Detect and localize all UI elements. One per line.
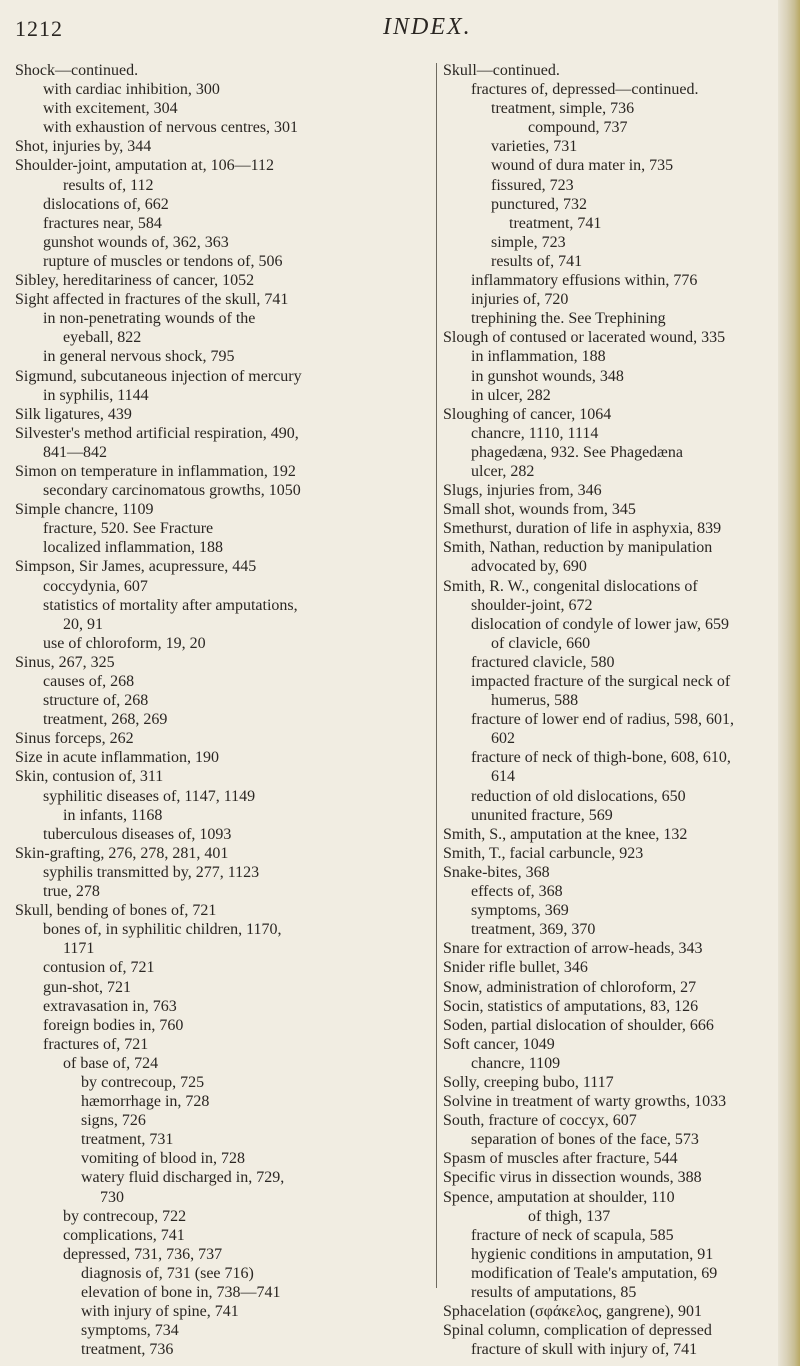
index-entry: Sibley, hereditariness of cancer, 1052: [15, 272, 255, 290]
index-entry: Solvine in treatment of warty growths, 1033: [443, 1093, 727, 1111]
index-entry: Sinus, 267, 325: [15, 653, 115, 671]
index-entry: inflammatory effusions within, 776: [471, 272, 698, 290]
index-entry: with excitement, 304: [43, 100, 178, 118]
index-entry: Solly, creeping bubo, 1117: [443, 1073, 614, 1091]
index-entry: chancre, 1109: [471, 1054, 561, 1072]
index-entry: watery fluid discharged in, 729,: [81, 1169, 285, 1187]
index-entry: fracture of lower end of radius, 598, 601,: [471, 711, 735, 729]
column-divider: [436, 63, 437, 1288]
index-entry: 841—842: [43, 443, 107, 461]
index-entry: depressed, 731, 736, 737: [63, 1245, 223, 1263]
index-entry: Shot, injuries by, 344: [15, 138, 152, 156]
index-entry: dislocations of, 662: [43, 195, 169, 213]
index-entry: tuberculous diseases of, 1093: [43, 825, 232, 843]
index-entry: true, 278: [43, 883, 100, 901]
index-entry: with cardiac inhibition, 300: [43, 81, 220, 99]
index-entry: reduction of old dislocations, 650: [471, 787, 686, 805]
index-entry: treatment, 731: [81, 1131, 174, 1149]
index-entry: complications, 741: [63, 1226, 185, 1244]
index-entry: structure of, 268: [43, 692, 149, 710]
index-entry: Slough of contused or lacerated wound, 335: [443, 329, 726, 347]
index-entry: results of, 741: [491, 252, 583, 270]
running-title: INDEX.: [383, 14, 472, 40]
index-entry: Snake-bites, 368: [443, 863, 550, 881]
index-entry: Silk ligatures, 439: [15, 405, 132, 423]
index-entry: use of chloroform, 19, 20: [43, 634, 206, 652]
index-entry: gun-shot, 721: [43, 978, 131, 996]
index-entry: fracture of skull with injury of, 741: [471, 1341, 698, 1359]
index-entry: ulcer, 282: [471, 462, 535, 480]
page-edge: [778, 0, 800, 1366]
index-entry: humerus, 588: [491, 692, 579, 710]
index-entry: causes of, 268: [43, 673, 135, 690]
index-entry: wound of dura mater in, 735: [491, 157, 674, 175]
index-entry: Specific virus in dissection wounds, 388: [443, 1169, 702, 1187]
index-entry: by contrecoup, 725: [81, 1073, 205, 1091]
index-entry: in infants, 1168: [63, 806, 163, 824]
index-entry: Skin, contusion of, 311: [15, 768, 164, 786]
index-entry: compound, 737: [528, 119, 628, 137]
index-entry: elevation of bone in, 738—741: [81, 1284, 281, 1301]
index-entry: vomiting of blood in, 728: [81, 1150, 245, 1168]
index-entry: Small shot, wounds from, 345: [443, 501, 636, 519]
index-entry: Smethurst, duration of life in asphyxia, 839: [443, 520, 722, 538]
index-entry: Silvester's method artificial respiration, 490,: [15, 424, 299, 442]
index-entry: treatment, 268, 269: [43, 711, 168, 729]
index-entry: Skull, bending of bones of, 721: [15, 902, 217, 920]
index-entry: with injury of spine, 741: [81, 1303, 239, 1321]
index-entry: contusion of, 721: [43, 959, 155, 977]
index-entry: Spasm of muscles after fracture, 544: [443, 1150, 678, 1168]
index-entry: Smith, Nathan, reduction by manipulation: [443, 539, 713, 557]
index-entry: eyeball, 822: [63, 329, 142, 347]
index-entry: 20, 91: [63, 615, 103, 633]
index-entry: Simple chancre, 1109: [15, 501, 154, 519]
index-entry: hygienic conditions in amputation, 91: [471, 1245, 714, 1263]
index-entry: Slugs, injuries from, 346: [443, 482, 602, 500]
index-entry: in syphilis, 1144: [43, 386, 149, 404]
index-entry: dislocation of condyle of lower jaw, 659: [471, 615, 730, 633]
index-entry: fracture, 520. See Fracture: [43, 520, 214, 538]
index-entry: Simon on temperature in inflammation, 192: [15, 462, 296, 480]
index-entry: in non-penetrating wounds of the: [43, 310, 256, 328]
index-entry: of clavicle, 660: [491, 634, 591, 652]
index-column-right: [443, 61, 778, 1359]
index-entry: fissured, 723: [491, 176, 574, 194]
index-entry: signs, 726: [81, 1112, 146, 1130]
index-entry: Snow, administration of chloroform, 27: [443, 978, 697, 996]
index-entry: of thigh, 137: [528, 1207, 611, 1225]
index-entry: syphilis transmitted by, 277, 1123: [43, 863, 260, 881]
index-entry: in inflammation, 188: [471, 348, 606, 366]
index-entry: of base of, 724: [63, 1054, 159, 1072]
index-entry: Smith, S., amputation at the knee, 132: [443, 825, 688, 843]
index-entry: Smith, T., facial carbuncle, 923: [443, 844, 644, 862]
index-entry: diagnosis of, 731 (see 716): [81, 1264, 254, 1282]
index-entry: foreign bodies in, 760: [43, 1016, 184, 1034]
index-entry: Sloughing of cancer, 1064: [443, 405, 612, 423]
index-entry: Snare for extraction of arrow-heads, 343: [443, 940, 703, 958]
index-entry: South, fracture of coccyx, 607: [443, 1112, 637, 1130]
index-entry: fractures of, 721: [43, 1035, 149, 1053]
index-entry: Soden, partial dislocation of shoulder, 666: [443, 1016, 714, 1034]
index-entry: by contrecoup, 722: [63, 1207, 187, 1225]
index-entry: hæmorrhage in, 728: [81, 1093, 210, 1111]
index-entry: fractures near, 584: [43, 214, 162, 232]
index-entry: Sphacelation (σφάκελος, gangrene), 901: [443, 1303, 703, 1321]
index-entry: 602: [491, 730, 515, 748]
index-entry: advocated by, 690: [471, 558, 587, 576]
index-entry: extravasation in, 763: [43, 997, 177, 1015]
index-entry: rupture of muscles or tendons of, 506: [43, 252, 283, 270]
index-entry: Socin, statistics of amputations, 83, 126: [443, 997, 699, 1015]
index-entry: Simpson, Sir James, acupressure, 445: [15, 558, 257, 576]
index-entry: results of amputations, 85: [471, 1284, 637, 1301]
index-entry: in ulcer, 282: [471, 386, 551, 404]
index-entry: phagedæna, 932. See Phagedæna: [471, 443, 683, 461]
index-entry: Skull—continued.: [443, 62, 560, 79]
index-entry: Shoulder-joint, amputation at, 106—112: [15, 157, 275, 175]
index-entry: Skin-grafting, 276, 278, 281, 401: [15, 844, 229, 862]
index-entry: chancre, 1110, 1114: [471, 424, 599, 442]
index-entry: in gunshot wounds, 348: [471, 367, 624, 385]
index-entry: fracture of neck of scapula, 585: [471, 1226, 674, 1244]
index-entry: Smith, R. W., congenital dislocations of: [443, 577, 698, 595]
index-entry: treatment, 369, 370: [471, 921, 596, 939]
index-entry: fractures of, depressed—continued.: [471, 81, 699, 99]
index-entry: effects of, 368: [471, 883, 563, 901]
index-entry: Spinal column, complication of depressed: [443, 1322, 712, 1340]
index-entry: localized inflammation, 188: [43, 539, 223, 557]
index-entry: simple, 723: [491, 233, 566, 251]
index-entry: treatment, simple, 736: [491, 100, 635, 118]
index-entry: impacted fracture of the surgical neck of: [471, 673, 731, 690]
index-entry: Soft cancer, 1049: [443, 1035, 555, 1053]
index-entry: Shock—continued.: [15, 62, 139, 79]
index-entry: injuries of, 720: [471, 291, 569, 309]
index-entry: gunshot wounds of, 362, 363: [43, 233, 229, 251]
index-entry: treatment, 736: [81, 1341, 174, 1359]
index-entry: modification of Teale's amputation, 69: [471, 1264, 718, 1282]
index-entry: Sight affected in fractures of the skull, 741: [15, 291, 289, 309]
index-entry: in general nervous shock, 795: [43, 348, 235, 366]
index-entry: Sinus forceps, 262: [15, 730, 134, 748]
index-entry: Size in acute inflammation, 190: [15, 749, 219, 767]
index-entry: Sigmund, subcutaneous injection of mercury: [15, 367, 302, 385]
index-entry: fractured clavicle, 580: [471, 653, 615, 671]
index-entry: statistics of mortality after amputations,: [43, 596, 298, 614]
index-entry: ununited fracture, 569: [471, 806, 613, 824]
index-entry: 1171: [63, 940, 95, 958]
index-entry: bones of, in syphilitic children, 1170,: [43, 921, 282, 939]
index-entry: 614: [491, 768, 515, 786]
index-entry: symptoms, 369: [471, 902, 569, 920]
index-entry: coccydynia, 607: [43, 577, 148, 595]
index-entry: punctured, 732: [491, 195, 587, 213]
index-entry: 730: [100, 1188, 124, 1206]
index-entry: syphilitic diseases of, 1147, 1149: [43, 787, 256, 805]
index-entry: separation of bones of the face, 573: [471, 1131, 699, 1149]
index-entry: Snider rifle bullet, 346: [443, 959, 588, 977]
index-entry: trephining the. See Trephining: [471, 310, 666, 328]
index-entry: Spence, amputation at shoulder, 110: [443, 1188, 675, 1206]
index-entry: results of, 112: [63, 176, 154, 194]
page-header: [15, 14, 755, 44]
index-entry: symptoms, 734: [81, 1322, 179, 1340]
page-number: 1212: [15, 16, 63, 41]
index-entry: shoulder-joint, 672: [471, 596, 593, 614]
index-entry: with exhaustion of nervous centres, 301: [43, 119, 299, 137]
index-column-left: [15, 61, 435, 1359]
index-entry: varieties, 731: [491, 138, 578, 156]
index-entry: treatment, 741: [509, 214, 602, 232]
index-entry: secondary carcinomatous growths, 1050: [43, 482, 301, 500]
index-entry: fracture of neck of thigh-bone, 608, 610,: [471, 749, 731, 767]
